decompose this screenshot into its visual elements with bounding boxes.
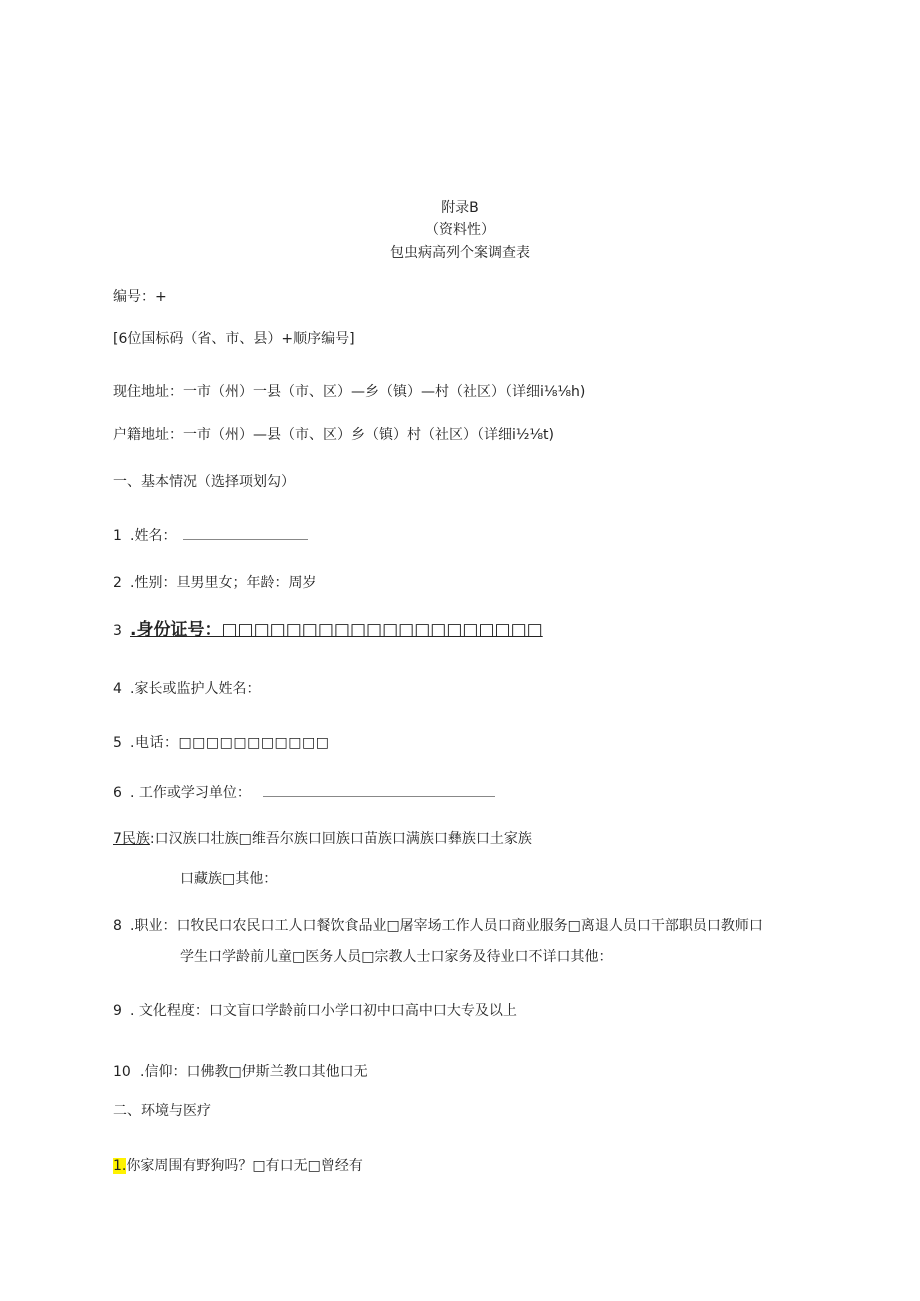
form-title: 包虫病高列个案调查表 [390,245,530,261]
item-number: 8 [113,918,122,934]
section-environment-title: 二、环境与医疗 [113,1103,211,1119]
item-occupation [113,916,763,936]
id-number-field[interactable]: .身份证号：□□□□□□□□□□□□□□□□□□□□ [130,620,543,640]
current-address: 现住地址：一市（州）一县（市、区）—乡（镇）—村（社区）（详细i⅛⅛h) [113,384,586,400]
occupation-options-line2[interactable]: 学生口学龄前儿童□医务人员□宗教人士口家务及待业口不详口其他： [180,949,613,965]
occupation-options[interactable]: .职业：口牧民口农民口工人口餐饮食品业□屠宰场工作人员口商业服务□离退人员口干部职员口教师口 [130,918,763,934]
item-label: .家长或监护人姓名： [130,681,261,697]
item-name [113,526,308,546]
item-ethnicity [113,829,532,849]
item-religion [113,1062,368,1082]
education-options[interactable]: . 文化程度：口文盲口学龄前口小学口初中口高中口大专及以上 [130,1003,517,1019]
appendix-label: 附录B [441,200,479,216]
religion-options[interactable]: .信仰：口佛教□伊斯兰教口其他口无 [140,1064,368,1080]
ethnicity-options[interactable]: :口汉族口壮族□维吾尔族口回族口苗族口满族口彝族口土家族 [149,831,532,847]
item-label: . 工作或学习单位： [130,785,251,801]
name-field[interactable] [183,527,308,540]
wild-dogs-options[interactable]: 你家周围有野狗吗？□有口无□曾经有 [126,1158,363,1174]
item-gender-age [113,573,316,593]
item-number: 1 [113,528,122,544]
item-number: 10 [113,1064,131,1080]
item-education [113,1001,517,1021]
item-number: 1. [113,1158,127,1174]
item-guardian [113,679,260,699]
item-wild-dogs [113,1156,363,1176]
phone-field[interactable]: .电话：□□□□□□□□□□□ [130,735,330,751]
item-workplace [113,783,495,803]
household-address: 户籍地址：一市（州）—县（市、区）乡（镇）村（社区）（详细i½⅛t) [113,427,554,443]
item-number: 7民族 [113,831,150,847]
code-note: [6位国标码（省、市、县）+顺序编号] [113,331,355,347]
item-id-number [113,620,543,641]
item-number: 3 [113,623,122,639]
item-label: .姓名： [130,528,177,544]
workplace-field[interactable] [263,784,495,797]
item-number: 9 [113,1003,122,1019]
item-number: 2 [113,575,122,591]
appendix-nature: （资料性） [425,222,495,238]
item-phone [113,733,329,753]
item-number: 5 [113,735,123,751]
form-id: 编号：+ [113,289,167,305]
ethnicity-options-line2[interactable]: 口藏族□其他： [180,871,278,887]
section-basic-info-title: 一、基本情况（选择项划勾） [113,474,295,490]
item-label: .性别：旦男里女；年龄：周岁 [130,575,317,591]
item-number: 6 [113,785,122,801]
item-number: 4 [113,681,122,697]
